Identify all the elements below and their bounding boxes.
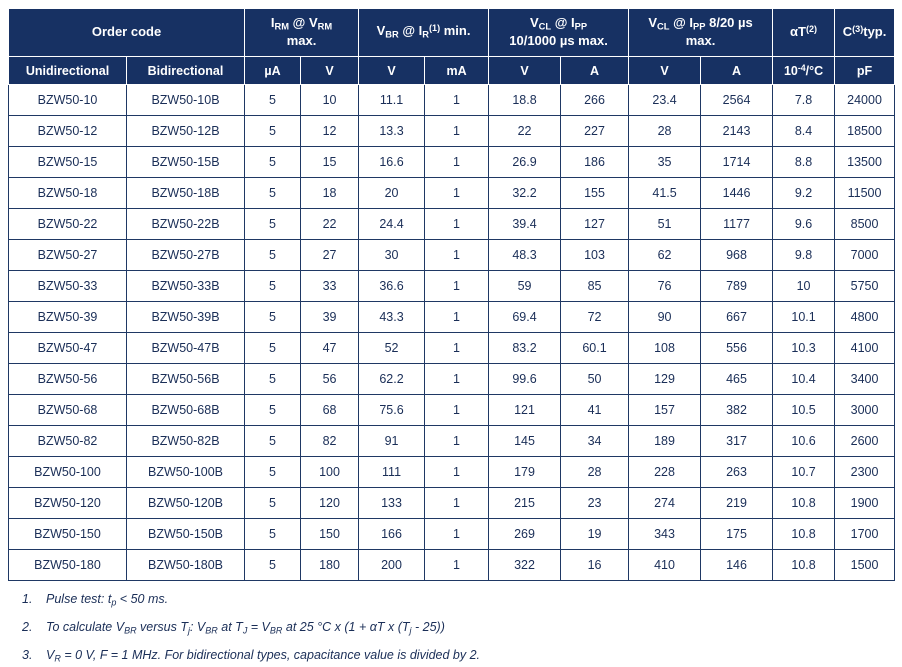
cell-value: 166	[359, 519, 425, 550]
cell-value: 72	[561, 302, 629, 333]
cell-unidirectional: BZW50-39	[9, 302, 127, 333]
table-row	[9, 147, 895, 178]
table-row	[9, 364, 895, 395]
cell-value: 10	[301, 85, 359, 116]
table-row	[9, 302, 895, 333]
cell-value: 1	[425, 209, 489, 240]
cell-value: 8500	[835, 209, 895, 240]
cell-value: 263	[701, 457, 773, 488]
cell-bidirectional: BZW50-56B	[127, 364, 245, 395]
cell-value: 1900	[835, 488, 895, 519]
table-row	[9, 519, 895, 550]
footnote-2-number: 2.	[22, 619, 33, 634]
cell-value: 189	[629, 426, 701, 457]
cell-value: 4100	[835, 333, 895, 364]
cell-value: 5	[245, 116, 301, 147]
table-row	[9, 550, 895, 581]
cell-value: 322	[489, 550, 561, 581]
header-unit-pf: pF	[835, 57, 895, 85]
header-unit-ua: µA	[245, 57, 301, 85]
cell-value: 108	[629, 333, 701, 364]
cell-value: 43.3	[359, 302, 425, 333]
cell-value: 23.4	[629, 85, 701, 116]
cell-value: 667	[701, 302, 773, 333]
table-row	[9, 426, 895, 457]
cell-unidirectional: BZW50-15	[9, 147, 127, 178]
cell-value: 28	[629, 116, 701, 147]
cell-value: 20	[359, 178, 425, 209]
header-vcl-ipp-8-20: $V_{CL}$ @ $I_{PP}$ 8/20 µs max.	[629, 9, 773, 57]
cell-value: 215	[489, 488, 561, 519]
cell-value: 62	[629, 240, 701, 271]
cell-value: 1	[425, 240, 489, 271]
cell-unidirectional: BZW50-68	[9, 395, 127, 426]
cell-value: 22	[301, 209, 359, 240]
cell-value: 200	[359, 550, 425, 581]
cell-value: 16.6	[359, 147, 425, 178]
cell-value: 11.1	[359, 85, 425, 116]
cell-value: 9.8	[773, 240, 835, 271]
cell-value: 24000	[835, 85, 895, 116]
cell-value: 2564	[701, 85, 773, 116]
cell-value: 5	[245, 550, 301, 581]
cell-unidirectional: BZW50-22	[9, 209, 127, 240]
footnote-3	[22, 647, 894, 665]
cell-value: 35	[629, 147, 701, 178]
cell-value: 10.3	[773, 333, 835, 364]
cell-value: 789	[701, 271, 773, 302]
cell-value: 1	[425, 116, 489, 147]
cell-value: 1	[425, 519, 489, 550]
cell-value: 47	[301, 333, 359, 364]
cell-value: 39	[301, 302, 359, 333]
table-row	[9, 240, 895, 271]
cell-bidirectional: BZW50-10B	[127, 85, 245, 116]
cell-value: 5	[245, 395, 301, 426]
cell-value: 1	[425, 271, 489, 302]
cell-value: 100	[301, 457, 359, 488]
cell-value: 968	[701, 240, 773, 271]
cell-value: 2600	[835, 426, 895, 457]
header-unit-ma: mA	[425, 57, 489, 85]
header-irm-vrm: $I_{RM}$ @ $V_{RM}$ max.	[245, 9, 359, 57]
electrical-characteristics-table	[8, 8, 895, 581]
cell-value: 27	[301, 240, 359, 271]
cell-value: 227	[561, 116, 629, 147]
cell-value: 343	[629, 519, 701, 550]
cell-value: 76	[629, 271, 701, 302]
header-alpha-t: $\alpha T^{(2)}$	[773, 9, 835, 57]
cell-unidirectional: BZW50-82	[9, 426, 127, 457]
cell-value: 12	[301, 116, 359, 147]
cell-bidirectional: BZW50-15B	[127, 147, 245, 178]
cell-bidirectional: BZW50-47B	[127, 333, 245, 364]
cell-value: 5	[245, 364, 301, 395]
cell-value: 5	[245, 333, 301, 364]
cell-value: 5	[245, 302, 301, 333]
cell-value: 8.4	[773, 116, 835, 147]
cell-value: 180	[301, 550, 359, 581]
header-unit-a-2: A	[701, 57, 773, 85]
footnote-1-number: 1.	[22, 592, 33, 606]
cell-value: 18	[301, 178, 359, 209]
footnote-3-text: $V_R = 0$ V, F = 1 MHz. For bidirectional types, capacitance value is divided by 2.	[46, 647, 481, 664]
cell-value: 103	[561, 240, 629, 271]
cell-value: 145	[489, 426, 561, 457]
cell-value: 1	[425, 85, 489, 116]
cell-value: 5	[245, 147, 301, 178]
cell-value: 23	[561, 488, 629, 519]
table-row	[9, 488, 895, 519]
cell-value: 7000	[835, 240, 895, 271]
cell-value: 18500	[835, 116, 895, 147]
cell-unidirectional: BZW50-12	[9, 116, 127, 147]
cell-value: 1714	[701, 147, 773, 178]
cell-bidirectional: BZW50-39B	[127, 302, 245, 333]
table-row	[9, 178, 895, 209]
cell-value: 26.9	[489, 147, 561, 178]
cell-value: 1	[425, 302, 489, 333]
cell-value: 1	[425, 364, 489, 395]
cell-value: 52	[359, 333, 425, 364]
cell-unidirectional: BZW50-33	[9, 271, 127, 302]
header-unit-v-2: V	[359, 57, 425, 85]
cell-value: 41.5	[629, 178, 701, 209]
cell-value: 1	[425, 550, 489, 581]
cell-unidirectional: BZW50-10	[9, 85, 127, 116]
cell-value: 120	[301, 488, 359, 519]
footnote-2	[22, 619, 894, 637]
cell-value: 133	[359, 488, 425, 519]
cell-value: 3400	[835, 364, 895, 395]
cell-value: 10.6	[773, 426, 835, 457]
header-row-units	[9, 57, 895, 85]
cell-value: 1	[425, 426, 489, 457]
cell-unidirectional: BZW50-47	[9, 333, 127, 364]
table-row	[9, 116, 895, 147]
cell-bidirectional: BZW50-180B	[127, 550, 245, 581]
cell-value: 68	[301, 395, 359, 426]
cell-value: 1446	[701, 178, 773, 209]
table-row	[9, 457, 895, 488]
table-row	[9, 333, 895, 364]
cell-value: 10.1	[773, 302, 835, 333]
cell-value: 83.2	[489, 333, 561, 364]
cell-value: 5	[245, 240, 301, 271]
header-unit-v-1: V	[301, 57, 359, 85]
cell-bidirectional: BZW50-82B	[127, 426, 245, 457]
header-unit-alpha: $10^{-4}/^\circ C$	[773, 57, 835, 85]
cell-value: 10.8	[773, 519, 835, 550]
cell-value: 266	[561, 85, 629, 116]
cell-bidirectional: BZW50-22B	[127, 209, 245, 240]
header-order-code: Order code	[9, 9, 245, 57]
cell-unidirectional: BZW50-100	[9, 457, 127, 488]
cell-value: 1700	[835, 519, 895, 550]
header-vbr-ir: $V_{BR}$ @ $I_R^{(1)}$ min.	[359, 9, 489, 57]
cell-value: 60.1	[561, 333, 629, 364]
cell-value: 10.5	[773, 395, 835, 426]
cell-value: 22	[489, 116, 561, 147]
cell-value: 56	[301, 364, 359, 395]
cell-bidirectional: BZW50-150B	[127, 519, 245, 550]
cell-value: 36.6	[359, 271, 425, 302]
cell-unidirectional: BZW50-18	[9, 178, 127, 209]
cell-value: 13.3	[359, 116, 425, 147]
cell-value: 5	[245, 519, 301, 550]
cell-value: 1177	[701, 209, 773, 240]
table-header	[9, 9, 895, 85]
cell-value: 9.2	[773, 178, 835, 209]
cell-value: 1500	[835, 550, 895, 581]
cell-value: 10.7	[773, 457, 835, 488]
cell-value: 33	[301, 271, 359, 302]
cell-bidirectional: BZW50-100B	[127, 457, 245, 488]
cell-value: 228	[629, 457, 701, 488]
cell-value: 13500	[835, 147, 895, 178]
cell-value: 150	[301, 519, 359, 550]
header-capacitance: $C^{(3)}typ$.	[835, 9, 895, 57]
cell-value: 18.8	[489, 85, 561, 116]
cell-value: 175	[701, 519, 773, 550]
cell-unidirectional: BZW50-27	[9, 240, 127, 271]
cell-value: 15	[301, 147, 359, 178]
header-unit-a-1: A	[561, 57, 629, 85]
cell-value: 85	[561, 271, 629, 302]
cell-value: 5	[245, 426, 301, 457]
cell-value: 2300	[835, 457, 895, 488]
cell-value: 28	[561, 457, 629, 488]
cell-unidirectional: BZW50-180	[9, 550, 127, 581]
cell-value: 317	[701, 426, 773, 457]
header-row-top	[9, 9, 895, 57]
cell-value: 146	[701, 550, 773, 581]
cell-value: 82	[301, 426, 359, 457]
table-body	[9, 85, 895, 581]
cell-value: 50	[561, 364, 629, 395]
cell-value: 9.6	[773, 209, 835, 240]
cell-value: 1	[425, 147, 489, 178]
header-vcl-ipp-10-1000: $V_{CL}$ @ $I_{PP}$ 10/1000 µs max.	[489, 9, 629, 57]
cell-value: 5	[245, 271, 301, 302]
cell-value: 99.6	[489, 364, 561, 395]
cell-value: 382	[701, 395, 773, 426]
cell-value: 11500	[835, 178, 895, 209]
header-unit-v-3: V	[489, 57, 561, 85]
footnote-3-number: 3.	[22, 647, 33, 662]
cell-value: 5750	[835, 271, 895, 302]
cell-value: 410	[629, 550, 701, 581]
cell-value: 8.8	[773, 147, 835, 178]
cell-bidirectional: BZW50-120B	[127, 488, 245, 519]
cell-value: 10	[773, 271, 835, 302]
cell-value: 30	[359, 240, 425, 271]
cell-bidirectional: BZW50-68B	[127, 395, 245, 426]
cell-value: 5	[245, 488, 301, 519]
cell-bidirectional: BZW50-18B	[127, 178, 245, 209]
cell-value: 75.6	[359, 395, 425, 426]
cell-value: 62.2	[359, 364, 425, 395]
header-unidirectional: Unidirectional	[9, 57, 127, 85]
cell-value: 186	[561, 147, 629, 178]
cell-value: 157	[629, 395, 701, 426]
cell-value: 219	[701, 488, 773, 519]
cell-value: 5	[245, 457, 301, 488]
header-unit-v-4: V	[629, 57, 701, 85]
cell-value: 3000	[835, 395, 895, 426]
cell-value: 32.2	[489, 178, 561, 209]
cell-value: 465	[701, 364, 773, 395]
cell-value: 269	[489, 519, 561, 550]
cell-value: 41	[561, 395, 629, 426]
cell-value: 5	[245, 209, 301, 240]
cell-value: 39.4	[489, 209, 561, 240]
cell-value: 10.8	[773, 550, 835, 581]
cell-bidirectional: BZW50-12B	[127, 116, 245, 147]
cell-bidirectional: BZW50-27B	[127, 240, 245, 271]
cell-value: 10.4	[773, 364, 835, 395]
cell-value: 111	[359, 457, 425, 488]
cell-value: 1	[425, 395, 489, 426]
header-bidirectional: Bidirectional	[127, 57, 245, 85]
cell-value: 1	[425, 488, 489, 519]
table-row	[9, 395, 895, 426]
cell-value: 34	[561, 426, 629, 457]
cell-value: 1	[425, 333, 489, 364]
cell-value: 127	[561, 209, 629, 240]
cell-value: 129	[629, 364, 701, 395]
cell-value: 69.4	[489, 302, 561, 333]
cell-value: 24.4	[359, 209, 425, 240]
cell-value: 16	[561, 550, 629, 581]
cell-unidirectional: BZW50-56	[9, 364, 127, 395]
cell-value: 5	[245, 178, 301, 209]
cell-value: 7.8	[773, 85, 835, 116]
table-row	[9, 271, 895, 302]
cell-value: 19	[561, 519, 629, 550]
cell-value: 155	[561, 178, 629, 209]
cell-unidirectional: BZW50-150	[9, 519, 127, 550]
table-row	[9, 85, 895, 116]
cell-value: 5	[245, 85, 301, 116]
cell-value: 179	[489, 457, 561, 488]
cell-value: 121	[489, 395, 561, 426]
cell-value: 2143	[701, 116, 773, 147]
cell-value: 91	[359, 426, 425, 457]
cell-value: 90	[629, 302, 701, 333]
cell-value: 1	[425, 457, 489, 488]
table-row	[9, 209, 895, 240]
cell-value: 51	[629, 209, 701, 240]
footnote-1	[22, 591, 894, 609]
cell-value: 59	[489, 271, 561, 302]
cell-value: 10.8	[773, 488, 835, 519]
cell-value: 1	[425, 178, 489, 209]
cell-bidirectional: BZW50-33B	[127, 271, 245, 302]
cell-value: 4800	[835, 302, 895, 333]
cell-value: 556	[701, 333, 773, 364]
footnote-1-text: Pulse test: $t_p < 50$ ms.	[46, 592, 169, 608]
cell-unidirectional: BZW50-120	[9, 488, 127, 519]
cell-value: 48.3	[489, 240, 561, 271]
cell-value: 274	[629, 488, 701, 519]
footnote-2-text: To calculate $V_{BR}$ versus $T_j$: $V_{BR}$ at $T_J = V_{BR}$ at 25 °C x (1 + αT x $(T_j - 25)$)	[46, 619, 445, 636]
footnotes	[8, 591, 894, 665]
